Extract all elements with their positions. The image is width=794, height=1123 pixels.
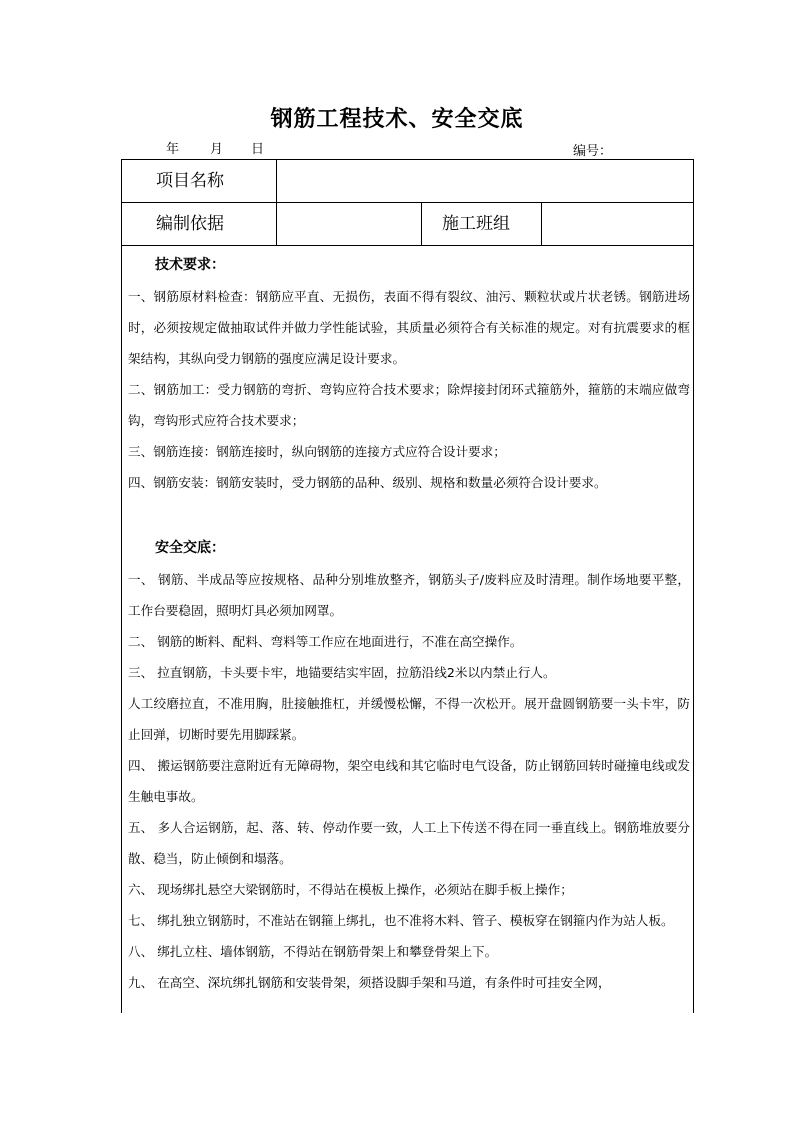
safety-item: 一、 钢筋、半成品等应按规格、品种分别堆放整齐，钢筋头子/废料应及时清理。制作场地要平整，工作台要稳固，照明灯具必须加网罩。 <box>128 572 690 618</box>
team-label: 施工班组 <box>442 214 510 234</box>
safety-item: 人工绞磨拉直，不准用胸，肚接触推杠，并缓慢松懈，不得一次松开。展开盘圆钢筋要一头卡牢，防止回弹，切断时要先用脚踩紧。 <box>128 696 690 742</box>
project-name-row <box>122 160 693 203</box>
document-title: 钢筋工程技术、安全交底 <box>270 106 524 132</box>
safety-item: 九、 在高空、深坑绑扎钢筋和安装骨架，须搭设脚手架和马道，有条件时可挂安全网， <box>128 975 611 990</box>
date-month-label: 月 <box>210 142 224 157</box>
date-day-label: 日 <box>251 142 265 157</box>
disclosure-form-table <box>121 159 694 1013</box>
technical-item: 四、钢筋安装：钢筋安装时，受力钢筋的品种、级别、规格和数量必须符合设计要求。 <box>128 475 607 490</box>
technical-item: 二、钢筋加工：受力钢筋的弯折、弯钩应符合技术要求；除焊接封闭环式箍筋外，箍筋的末端应做弯钩，弯钩形式应符合技术要求； <box>128 382 690 428</box>
safety-item: 六、 现场绑扎悬空大梁钢筋时，不得站在模板上操作，必须站在脚手板上操作； <box>128 882 573 897</box>
section-spacer <box>128 498 690 529</box>
date-year-label: 年 <box>166 142 180 157</box>
safety-item: 八、 绑扎立柱、墙体钢筋，不得站在钢筋骨架上和攀登骨架上下。 <box>128 944 498 959</box>
technical-item: 一、钢筋原材料检查：钢筋应平直、无损伤，表面不得有裂纹、油污、颗粒状或片状老锈。钢筋进场时，必须按规定做抽取试件并做力学性能试验，其质量必须符合有关标准的规定。对有抗震要求的框架结构，其纵向受力钢筋的强度应满足设计要求。 <box>128 289 690 366</box>
code-number-label: 编号： <box>573 144 613 159</box>
disclosure-content <box>128 246 690 998</box>
basis-row <box>122 203 693 246</box>
basis-label: 编制依据 <box>156 214 224 234</box>
safety-item: 五、 多人合运钢筋，起、落、转、停动作要一致，人工上下传送不得在同一垂直线上。钢筋堆放要分散、稳当，防止倾倒和塌落。 <box>128 820 690 866</box>
basis-value-cell[interactable] <box>277 203 421 245</box>
technical-item: 三、钢筋连接：钢筋连接时，纵向钢筋的连接方式应符合设计要求； <box>128 444 506 459</box>
column-divider <box>421 203 422 245</box>
safety-heading: 安全交底： <box>155 540 225 556</box>
technical-heading: 技术要求： <box>155 257 225 273</box>
project-name-label: 项目名称 <box>156 171 224 191</box>
safety-item: 四、 搬运钢筋要注意附近有无障碍物，架空电线和其它临时电气设备，防止钢筋回转时碰撞电线或发生触电事故。 <box>128 758 690 804</box>
safety-item: 七、 绑扎独立钢筋时，不准站在钢箍上绑扎，也不准将木料、管子、模板穿在钢箍内作为站人板。 <box>128 913 674 928</box>
safety-item: 二、 钢筋的断料、配料、弯料等工作应在地面进行，不准在高空操作。 <box>128 634 523 649</box>
team-value-cell[interactable] <box>542 203 693 245</box>
project-name-value-cell[interactable] <box>277 160 693 202</box>
safety-item: 三、 拉直钢筋，卡头要卡牢，地锚要结实牢固，拉筋沿线2米以内禁止行人。 <box>128 665 556 680</box>
